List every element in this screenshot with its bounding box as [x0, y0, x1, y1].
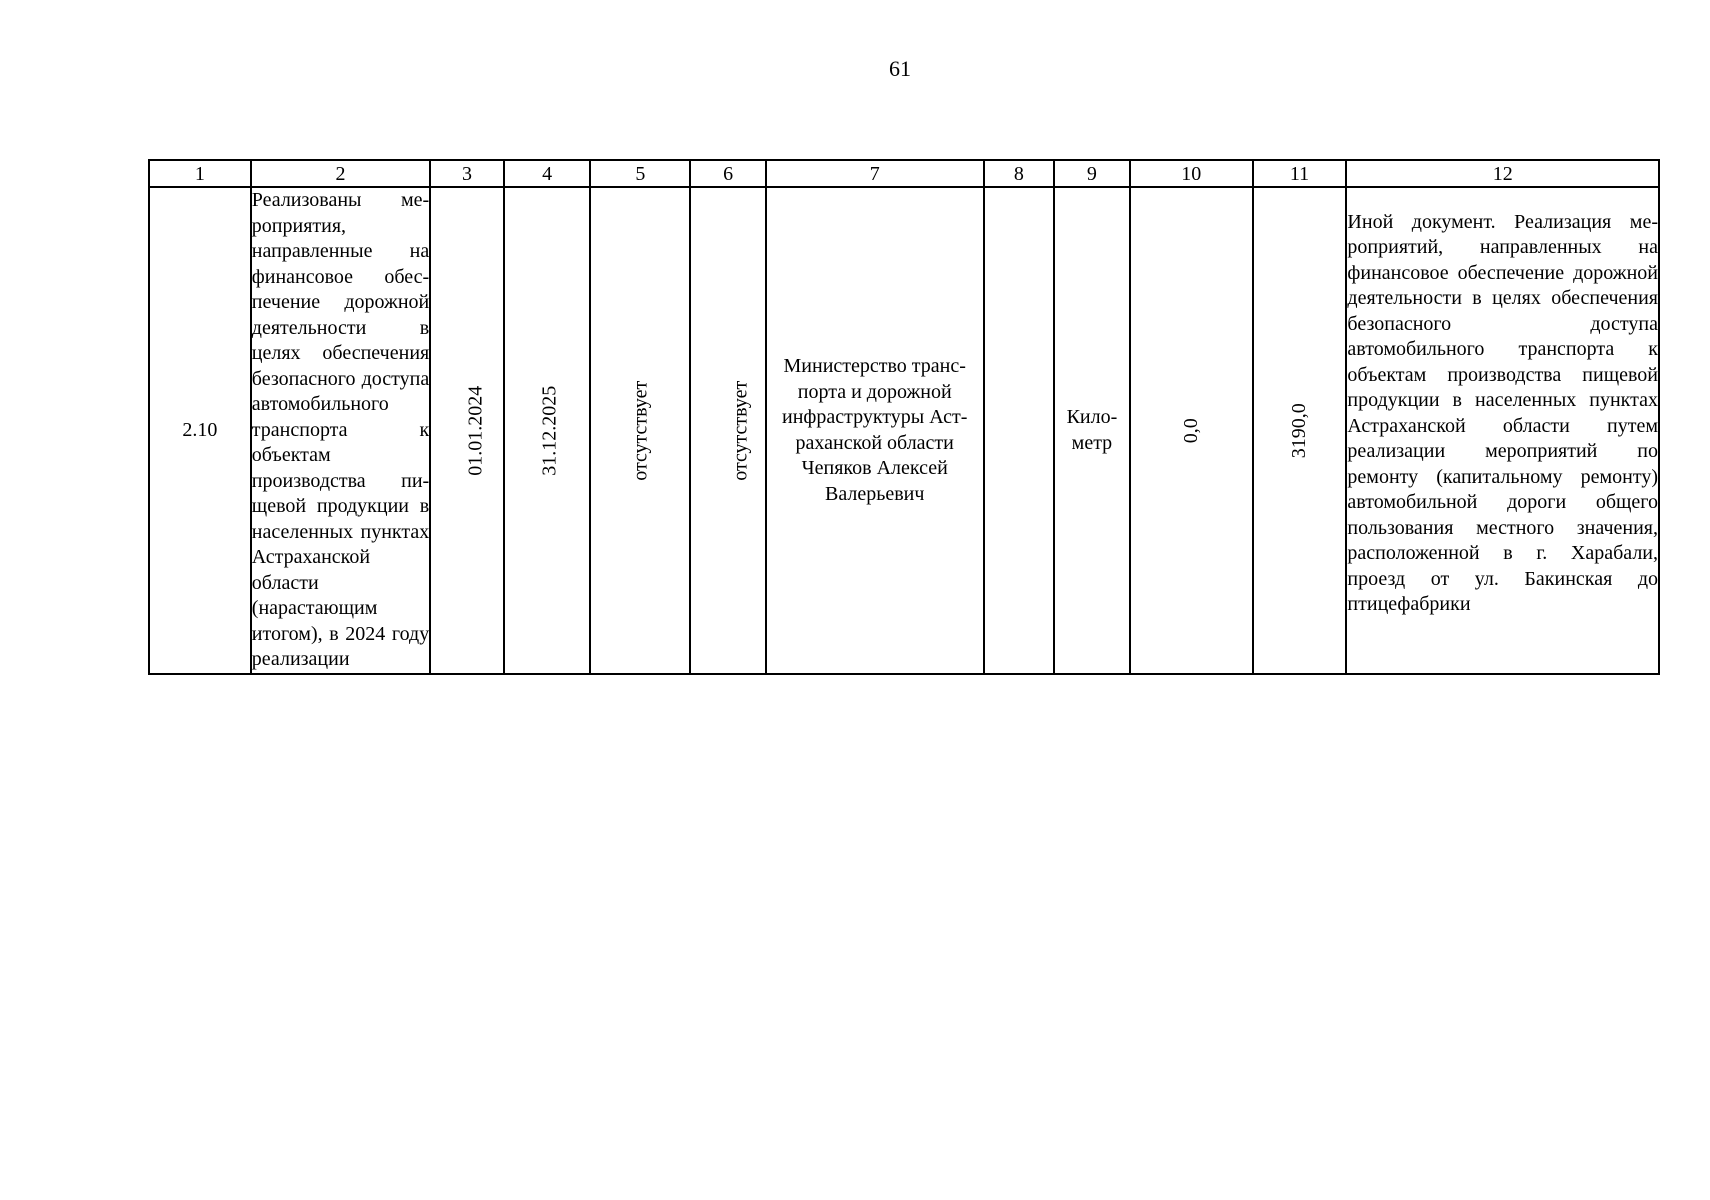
responsible-organization: Министерство транспорта и дорожной инфраструктуры Астраханской области Чепяков Алексей Валерьевич — [766, 187, 984, 674]
header-cell: 6 — [690, 160, 766, 187]
base-value: 0,0 — [1179, 418, 1202, 443]
header-cell: 11 — [1253, 160, 1347, 187]
report-table — [148, 159, 1660, 675]
col5-cell — [590, 187, 690, 674]
header-cell: 9 — [1054, 160, 1130, 187]
col6-value: отсутствует — [729, 380, 752, 481]
header-cell: 5 — [590, 160, 690, 187]
header-cell: 3 — [430, 160, 504, 187]
header-row — [149, 160, 1659, 187]
end-date: 31.12.2025 — [538, 385, 561, 476]
col8-value — [984, 187, 1055, 674]
header-cell: 10 — [1130, 160, 1253, 187]
header-cell: 7 — [766, 160, 984, 187]
target-value: 3190,0 — [1287, 403, 1310, 458]
header-cell: 12 — [1346, 160, 1659, 187]
start-date: 01.01.2024 — [464, 385, 487, 476]
header-cell: 8 — [984, 160, 1055, 187]
document-description — [1346, 187, 1659, 674]
page-number: 61 — [889, 56, 911, 81]
header-cell: 4 — [504, 160, 591, 187]
base-value-cell — [1130, 187, 1253, 674]
measure-description: Реализованы мероприятия, направленные на финансовое обеспечение дорожной деятельности в целях обеспечения безопасного доступа автомобильного транспорта к объектам производства пищевой продукции в населенных пунктах Астраханской области (нарастающим итогом), в 2024 году реализации — [251, 187, 430, 674]
end-date-cell — [504, 187, 591, 674]
header-cell: 1 — [149, 160, 251, 187]
table-row — [149, 187, 1659, 674]
col6-cell — [690, 187, 766, 674]
col5-value: отсутствует — [629, 380, 652, 481]
unit-of-measure: Километр — [1054, 187, 1130, 674]
header-cell: 2 — [251, 160, 430, 187]
row-number: 2.10 — [149, 187, 251, 674]
start-date-cell — [430, 187, 504, 674]
target-value-cell — [1253, 187, 1347, 674]
document-text: Иной документ. Реализация мероприятий, направленных на финансовое обеспечение дорожной деятельности в целях обеспечения безопасного доступа автомобильного транспорта к объектам производства пищевой продукции в населенных пунктах Астраханской области путем реализации мероприятий по ремонту (капитальному ремонту) автомобильной дороги общего пользования местного значения, расположенной в г. Харабали, проезд от ул. Бакинская до птицефабрики — [1347, 210, 1658, 615]
